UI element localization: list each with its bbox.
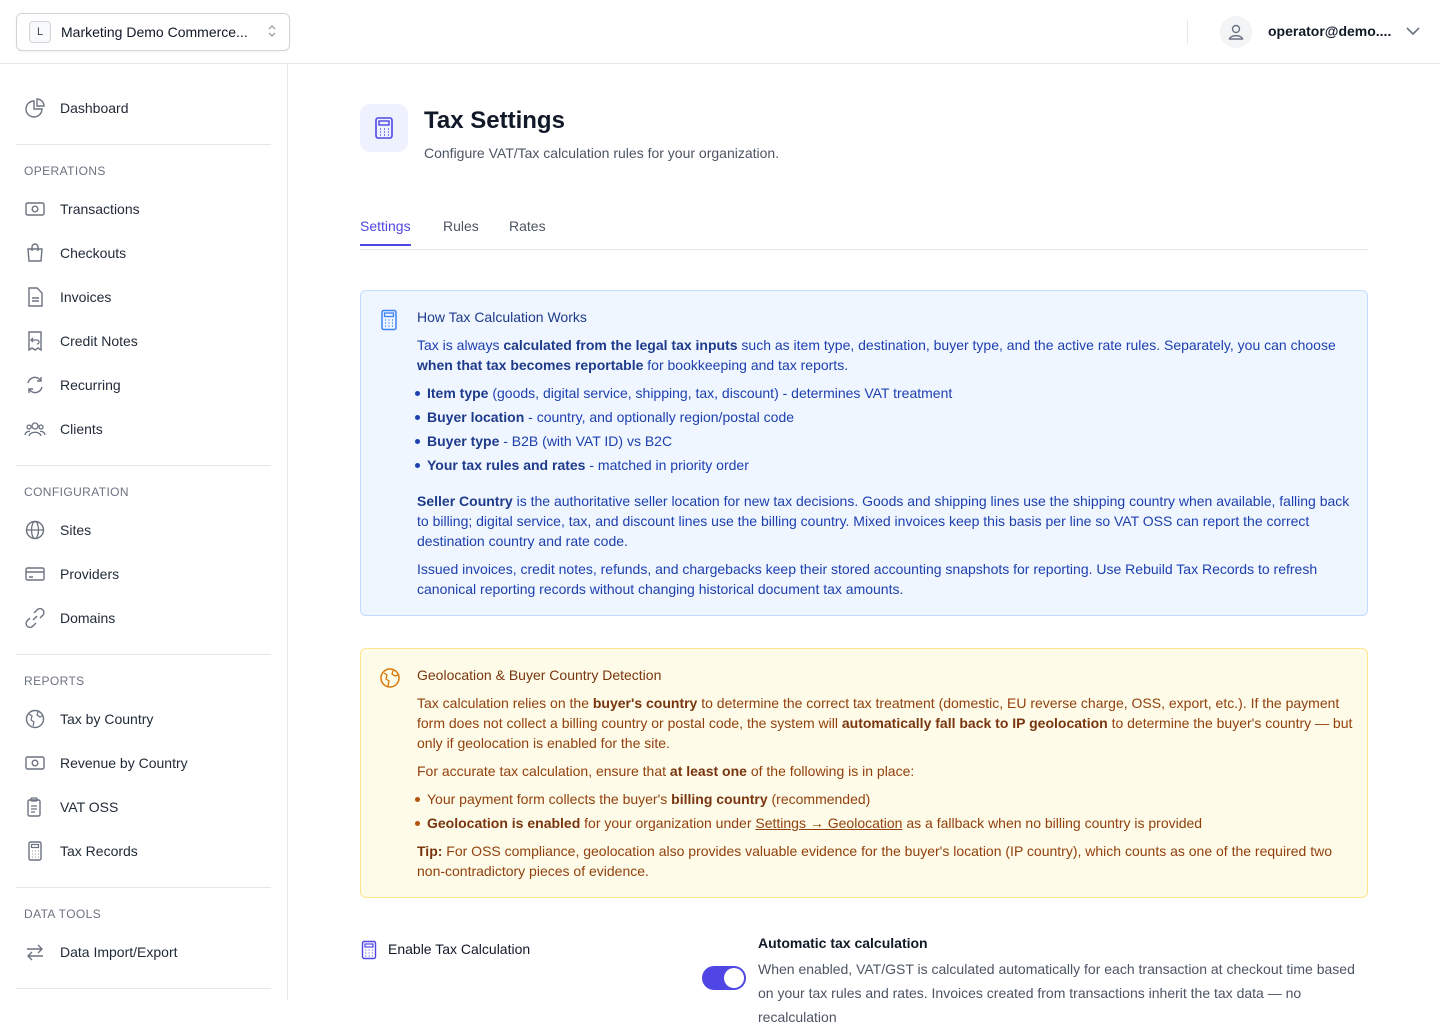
sidebar-item-label: Recurring <box>60 377 121 393</box>
enable-tax-section-label: Enable Tax Calculation <box>388 941 531 957</box>
list-item <box>427 455 749 475</box>
sidebar-item-label: Invoices <box>60 289 112 305</box>
calculator-icon <box>360 940 378 965</box>
shopping-bag-icon <box>24 242 46 264</box>
credit-card-icon <box>24 563 46 585</box>
geolocation-warning-card <box>360 648 1368 898</box>
banknote-icon <box>24 198 46 220</box>
sidebar-item-tax-by-country[interactable] <box>24 705 153 733</box>
tip-paragraph <box>417 841 1357 881</box>
text-strong: automatically fall back to IP geolocation <box>841 715 1108 731</box>
toggle-knob <box>724 968 744 988</box>
sidebar-divider <box>16 887 271 888</box>
sidebar-divider <box>16 654 271 655</box>
text: Tax calculation relies on the <box>417 695 593 711</box>
clipboard-document-icon <box>24 796 46 818</box>
geo-paragraph <box>417 693 1357 753</box>
automatic-tax-toggle[interactable] <box>702 966 746 990</box>
text: is the authoritative seller location for new tax decisions. Goods and shipping lines use the shipping country when available, falling back to billing; digital service, tax, and discount lines use the billing country. Mixed invoices keep this basis per line so VAT OSS can report the correct destination country and rate code. <box>417 493 1350 549</box>
sidebar-item-label: Sites <box>60 522 92 538</box>
text: For OSS compliance, geolocation also provides valuable evidence for the buyer's location (IP country), which counts as one of the required two non-contradictory pieces of evidence. <box>417 843 1332 879</box>
sidebar-item-label: Providers <box>60 566 120 582</box>
list-item <box>427 407 794 427</box>
text-strong: Your tax rules and rates <box>427 457 586 473</box>
sidebar-item-credit-notes[interactable] <box>24 327 138 355</box>
globe-icon <box>379 667 401 694</box>
text-strong: at least one <box>669 763 747 779</box>
card-title: Geolocation & Buyer Country Detection <box>417 667 662 683</box>
text: such as item type, destination, buyer type, and the active rate rules. Separately, you can choose <box>737 337 1336 353</box>
text-strong: billing country <box>671 791 768 807</box>
sidebar-item-label: Data Import/Export <box>60 944 178 960</box>
chevron-down-icon[interactable] <box>1404 22 1422 45</box>
org-name: Marketing Demo Commerce... <box>61 24 248 40</box>
section-heading-data-tools: DATA TOOLS <box>24 907 102 921</box>
receipt-refund-icon <box>24 330 46 352</box>
sidebar-item-checkouts[interactable] <box>24 239 126 267</box>
text-strong: Buyer type <box>427 433 500 449</box>
text: for your organization under <box>580 815 756 831</box>
section-heading-reports: REPORTS <box>24 674 85 688</box>
organization-switcher[interactable] <box>16 13 290 51</box>
link-icon <box>24 607 46 629</box>
sidebar-divider <box>16 465 271 466</box>
sidebar-item-invoices[interactable] <box>24 283 111 311</box>
text: Tax is always <box>417 337 504 353</box>
info-paragraph <box>417 491 1357 551</box>
sidebar-item-label: Tax by Country <box>60 711 154 727</box>
sidebar-item-revenue-by-country[interactable] <box>24 749 188 777</box>
info-paragraph: Issued invoices, credit notes, refunds, and chargebacks keep their stored accounting snapshots for reporting. Use Rebuild Tax Records to refresh canonical reporting records without changing historical document tax amounts. <box>417 561 1318 597</box>
tab-rates[interactable]: Rates <box>509 218 546 234</box>
text-strong: calculated from the legal tax inputs <box>503 337 738 353</box>
page-subtitle: Configure VAT/Tax calculation rules for your organization. <box>424 145 780 161</box>
sidebar-item-label: Clients <box>60 421 103 437</box>
header-divider <box>1187 20 1188 44</box>
text: For accurate tax calculation, ensure that <box>417 763 670 779</box>
text-strong: Geolocation is enabled <box>427 815 581 831</box>
text-strong: buyer's country <box>592 695 698 711</box>
top-bar <box>0 0 1440 64</box>
chevron-updown-icon <box>267 24 277 40</box>
sidebar-item-clients[interactable] <box>24 415 103 443</box>
info-paragraph <box>417 335 1357 375</box>
sidebar-item-data-import-export[interactable] <box>24 938 178 966</box>
sidebar-item-label: Transactions <box>60 201 140 217</box>
tax-info-card <box>360 290 1368 616</box>
section-heading-configuration: CONFIGURATION <box>24 485 129 499</box>
sidebar-item-label: Credit Notes <box>60 333 138 349</box>
sidebar-item-label: VAT OSS <box>60 799 119 815</box>
tab-bar <box>360 214 1368 250</box>
geo-paragraph <box>417 761 1357 781</box>
text-strong: Buyer location <box>427 409 525 425</box>
page-title: Tax Settings <box>424 107 565 134</box>
sidebar-item-domains[interactable] <box>24 604 115 632</box>
calculator-icon <box>360 104 408 152</box>
text: of the following is in place: <box>746 763 915 779</box>
text: to determine the correct tax treatment (domestic, EU reverse charge, OSS, export, etc.). If the payment form does not collect a billing country or postal code, the system will <box>417 695 1340 731</box>
text-strong: when that tax becomes reportable <box>417 357 644 373</box>
calculator-icon <box>24 840 46 862</box>
text-strong: Item type <box>427 385 489 401</box>
text: as a fallback when no billing country is provided <box>902 815 1203 831</box>
user-email[interactable]: operator@demo.... <box>1268 23 1392 39</box>
list-item <box>427 789 870 809</box>
text: (recommended) <box>767 791 871 807</box>
pie-chart-icon <box>24 97 46 119</box>
text: Your payment form collects the buyer's <box>427 791 672 807</box>
section-heading-operations: OPERATIONS <box>24 164 106 178</box>
sidebar-item-label: Dashboard <box>60 100 129 116</box>
text-strong: Seller Country <box>417 493 513 509</box>
sidebar-item-vat-oss[interactable] <box>24 793 118 821</box>
sidebar-item-dashboard[interactable] <box>24 94 129 122</box>
sidebar-item-providers[interactable] <box>24 560 119 588</box>
users-icon <box>24 418 46 440</box>
sidebar-item-transactions[interactable] <box>24 195 140 223</box>
list-item <box>427 383 952 403</box>
text: - country, and optionally region/postal code <box>524 409 795 425</box>
tab-rules[interactable]: Rules <box>443 218 479 234</box>
sidebar-item-label: Domains <box>60 610 116 626</box>
calculator-icon <box>379 309 399 336</box>
text: to determine the buyer's country — but only if geolocation is enabled for the site. <box>417 715 1353 751</box>
main-content <box>288 64 1440 1025</box>
globe-icon <box>24 519 46 541</box>
geolocation-settings-link[interactable]: Settings → Geolocation <box>755 815 903 831</box>
tab-settings[interactable]: Settings <box>360 218 411 246</box>
list-item <box>427 813 1202 833</box>
option-description: When enabled, VAT/GST is calculated automatically for each transaction at checkout time based on your tax rules and rates. Invoices created from transactions inherit the tax data — no recalculation <box>758 961 1355 1025</box>
user-avatar-icon[interactable] <box>1220 16 1252 48</box>
document-icon <box>24 286 46 308</box>
sidebar-item-label: Checkouts <box>60 245 127 261</box>
sidebar-item-label: Revenue by Country <box>60 755 188 771</box>
banknote-icon <box>24 752 46 774</box>
sidebar-item-recurring[interactable] <box>24 371 121 399</box>
text: for bookkeeping and tax reports. <box>643 357 849 373</box>
list-item <box>427 431 672 451</box>
sidebar-divider <box>16 988 271 989</box>
card-title: How Tax Calculation Works <box>417 309 587 325</box>
sidebar-divider <box>16 144 271 145</box>
tip-label: Tip: <box>417 843 443 859</box>
sidebar-item-tax-records[interactable] <box>24 837 138 865</box>
text: (goods, digital service, shipping, tax, discount) - determines VAT treatment <box>488 385 953 401</box>
arrows-right-left-icon <box>24 941 46 963</box>
text: - matched in priority order <box>585 457 749 473</box>
option-title: Automatic tax calculation <box>758 935 928 951</box>
org-avatar: L <box>29 21 51 43</box>
text: - B2B (with VAT ID) vs B2C <box>499 433 673 449</box>
sidebar <box>0 64 288 1000</box>
sidebar-item-label: Tax Records <box>60 843 138 859</box>
refresh-icon <box>24 374 46 396</box>
sidebar-item-sites[interactable] <box>24 516 91 544</box>
globe-americas-icon <box>24 708 46 730</box>
